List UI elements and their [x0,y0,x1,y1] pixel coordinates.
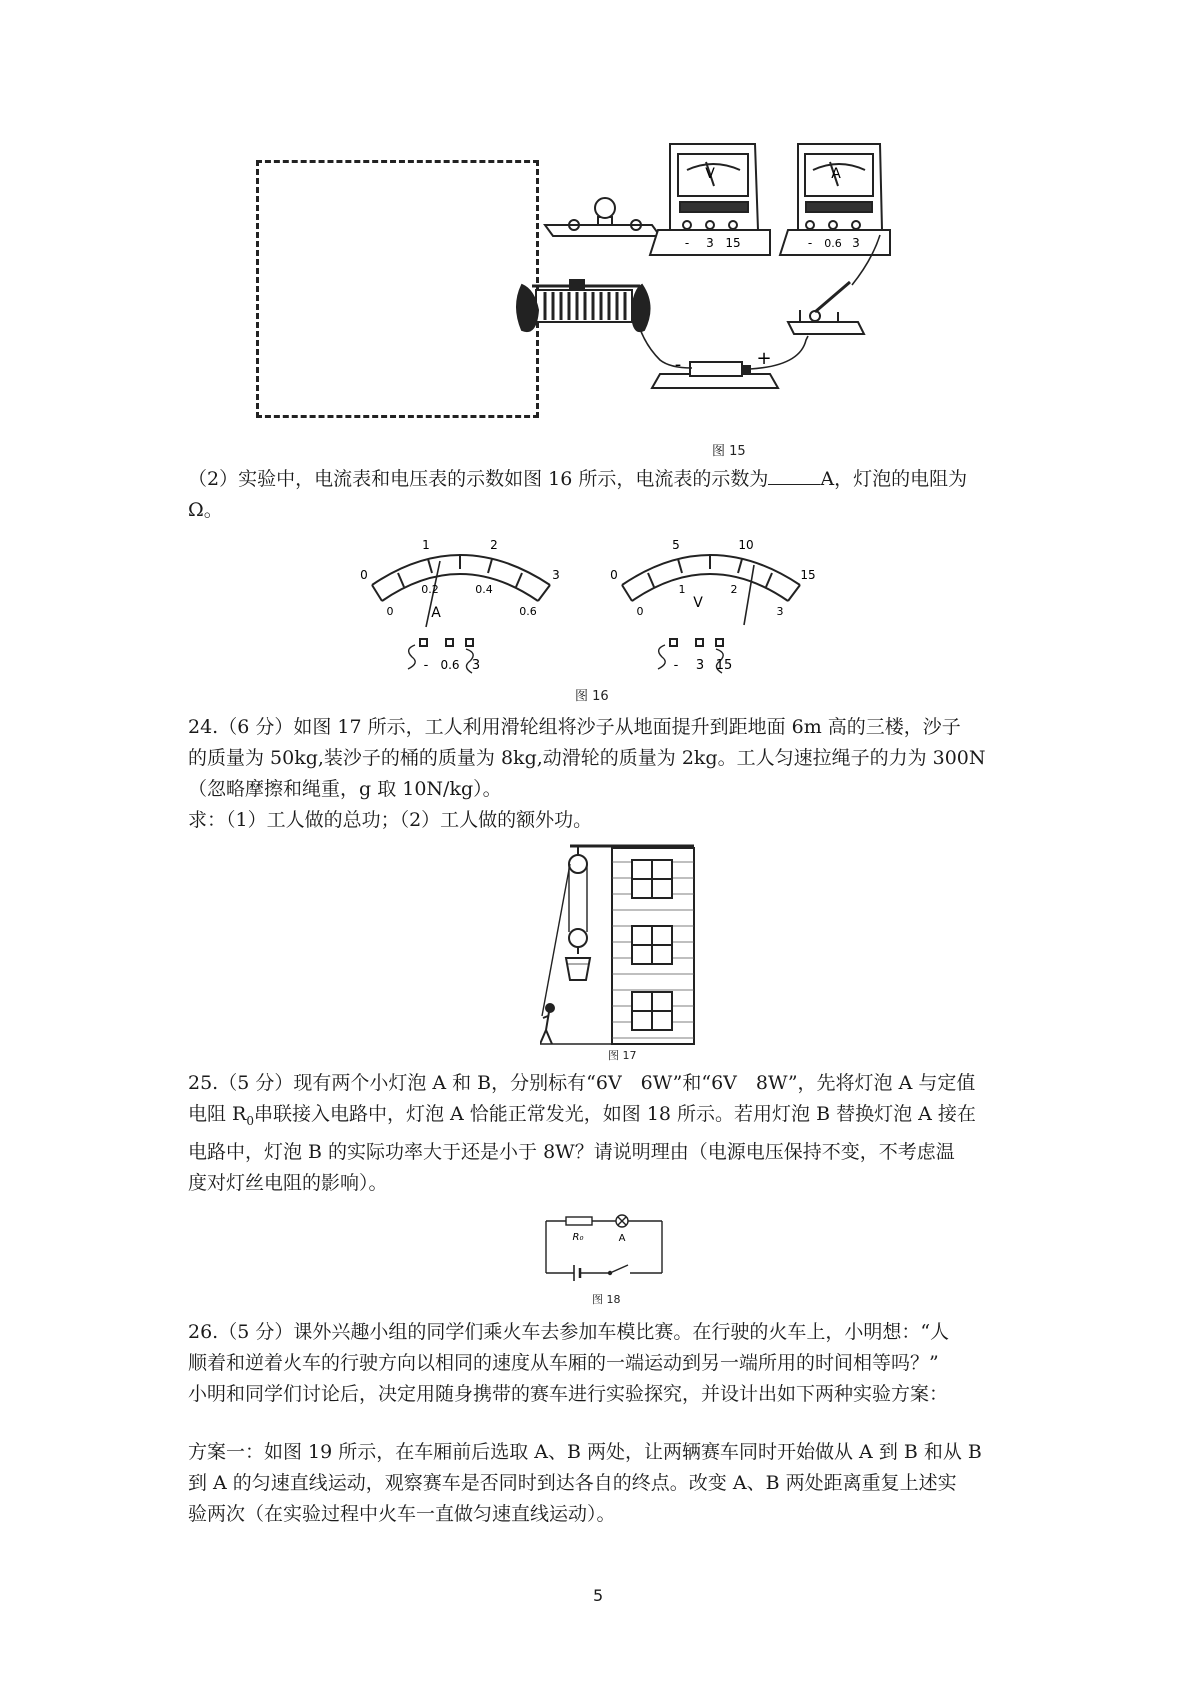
resistor-label: R₀ [572,1232,584,1243]
voltmeter-bottom-tick-0: 0 [636,605,644,618]
figure-18 [540,1207,670,1307]
voltmeter-dial-terminal-3: 3 [695,658,705,673]
voltmeter-top-tick-0: 0 [610,568,618,582]
figure-15-apparatus [240,140,960,460]
ammeter-terminal-06: 0.6 [824,237,842,250]
figure-15-caption: 图 15 [712,444,746,459]
ammeter-bottom-tick-0: 0 [386,605,394,618]
q25-line-2b: 串联接入电路中，灯泡 A 恰能正常发光，如图 18 所示。若用灯泡 B 替换灯泡 A 接在 [254,1103,976,1125]
voltmeter-dial-terminal-15: 15 [715,658,733,673]
ammeter-letter: A [831,166,841,182]
q26-line-2: 顺着和逆着火车的行驶方向以相同的速度从车厢的一端运动到另一端所用的时间相等吗？” [188,1352,939,1374]
voltmeter-bottom-tick-2: 2 [730,583,738,596]
circuit-diagram-icon [540,1207,670,1289]
voltmeter-dial-icon [622,554,800,673]
q25-line-4: 度对灯丝电阻的影响）。 [188,1171,388,1194]
ammeter-top-tick-2: 2 [490,538,498,552]
q26-line-3: 小明和同学们讨论后，决定用随身携带的赛车进行实验探究，并设计出如下两种实验方案： [188,1383,949,1405]
figure-15 [240,140,960,460]
battery-neg-label: - [674,354,682,375]
battery-pos-label: + [756,348,772,369]
figure-17 [540,838,700,1063]
page-number: 5 [593,1586,604,1605]
q24-line-1: 24.（6 分）如图 17 所示，工人利用滑轮组将沙子从地面提升到距地面 6m 高的三楼，沙子 [188,716,961,738]
current-answer-blank[interactable] [768,466,820,485]
q26-plan-1-line-2: 到 A 的匀速直线运动，观察赛车是否同时到达各自的终点。改变 A、B 两处距离重复上述实 [188,1472,957,1494]
voltmeter-terminal-neg: - [684,236,690,250]
q25-line-3: 电路中，灯泡 B 的实际功率大于还是小于 8W？请说明理由（电源电压保持不变，不考虑温 [188,1140,955,1163]
q26-text [188,1317,1030,1410]
voltmeter-dial-letter: V [693,595,703,611]
voltmeter-bottom-tick-3: 3 [776,605,784,618]
ammeter-top-tick-3: 3 [552,568,560,582]
voltmeter-dial-terminal-neg: - [673,658,679,673]
lamp-board-icon [545,198,660,236]
q26-plan-1-line-3: 验两次（在实验过程中火车一直做匀速直线运动）。 [188,1503,616,1525]
figure-17-caption: 图 17 [608,1049,637,1062]
voltmeter-top-tick-10: 10 [738,538,754,552]
ammeter-top-tick-1: 1 [422,538,430,552]
switch-icon [788,282,864,334]
q23-part2 [188,464,1030,526]
q24-line-2: 的质量为 50kg,装沙子的桶的质量为 8kg,动滑轮的质量为 2kg。工人匀速拉绳子的力为 300N [188,747,986,769]
ammeter-bottom-tick-04: 0.4 [475,583,493,596]
voltmeter-bottom-tick-1: 1 [678,583,686,596]
ammeter-dial-letter: A [431,605,441,621]
q24-line-3: （忽略摩擦和绳重，g 取 10N/kg）。 [188,778,502,800]
voltmeter-terminal-15: 15 [725,236,741,250]
q23-part2-text-a: （2）实验中，电流表和电压表的示数如图 16 所示，电流表的示数为 [188,468,769,490]
q25-line-2a: 电阻 R [188,1103,247,1125]
ammeter-top-tick-0: 0 [360,568,368,582]
ammeter-dial-terminal-06: 0.6 [440,658,460,672]
ammeter-dial-terminal-3: 3 [471,658,481,673]
q25-line-1: 25.（5 分）现有两个小灯泡 A 和 B，分别标有“6V 6W”和“6V 8W”，先将灯泡 A 与定值 [188,1072,976,1094]
lamp-label: A [618,1233,626,1244]
rheostat-icon [517,280,650,331]
voltmeter-letter: V [705,166,715,182]
voltmeter-terminal-3: 3 [706,236,714,250]
q24-text [188,712,1030,836]
q26-plan-1-line-1: 方案一：如图 19 所示，在车厢前后选取 A、B 两处，让两辆赛车同时开始做从 A 到 B 和从 B [188,1441,982,1463]
pulley-building-icon [540,838,700,1048]
ammeter-terminal-neg: - [807,236,813,250]
ammeter-bottom-tick-06: 0.6 [519,605,537,618]
q25-r0-subscript: 0 [246,1113,254,1128]
figure-16-meters [360,535,840,685]
voltmeter-top-tick-15: 15 [800,568,816,582]
q23-part2-text-b: A，灯泡的电阻为 [820,468,968,490]
figure-16-caption: 图 16 [575,689,609,704]
q23-part2-text-c: Ω。 [188,499,223,521]
q26-line-1: 26.（5 分）课外兴趣小组的同学们乘火车去参加车模比赛。在行驶的火车上，小明想：“人 [188,1321,950,1343]
figure-18-caption: 图 18 [592,1293,621,1306]
q24-line-4: 求：（1）工人做的总功；（2）工人做的额外功。 [188,809,593,831]
ammeter-terminal-3: 3 [852,236,860,250]
ammeter-dial-terminal-neg: - [423,658,429,673]
voltmeter-top-tick-5: 5 [672,538,680,552]
figure-16 [360,535,840,705]
ammeter-bottom-tick-02: 0.2 [421,583,439,596]
q25-text [188,1068,1030,1199]
q26-plan-1 [188,1437,1030,1530]
